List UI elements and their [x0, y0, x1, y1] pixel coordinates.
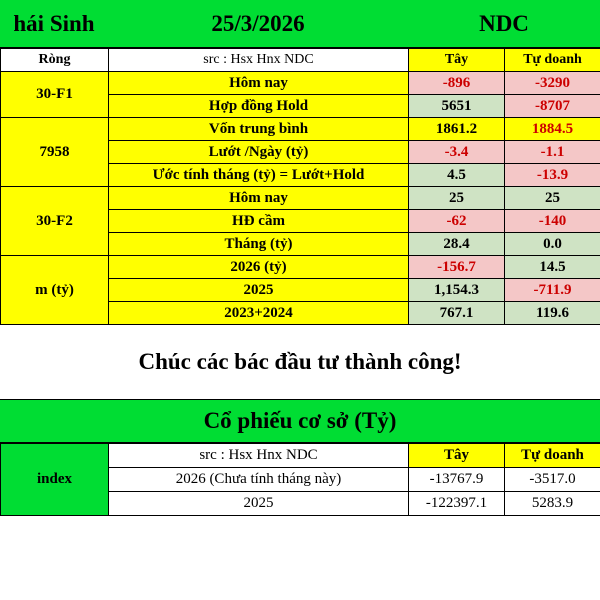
header-col-tudoanh: Tự doanh — [505, 49, 600, 72]
row-value-tay: -156.7 — [409, 256, 505, 279]
row-value-tay: 28.4 — [409, 233, 505, 256]
row-name: Hợp đồng Hold — [109, 95, 409, 118]
table-row — [1, 256, 600, 279]
bottom-header-tudoanh: Tự doanh — [505, 444, 600, 468]
row-value-tay: 4.5 — [409, 164, 505, 187]
row-name: Tháng (tỷ) — [109, 233, 409, 256]
row-name: 2025 — [109, 279, 409, 302]
row-value-tay: 5651 — [409, 95, 505, 118]
table-row — [1, 118, 600, 141]
bottom-header-source: src : Hsx Hnx NDC — [109, 444, 409, 468]
group-label-f2: 30-F2 — [1, 187, 109, 256]
table-row — [1, 187, 600, 210]
row-value-tudoanh: -13.9 — [505, 164, 600, 187]
row-value-tudoanh: -8707 — [505, 95, 600, 118]
row-value-tudoanh: 119.6 — [505, 302, 600, 325]
row-name: Vốn trung bình — [109, 118, 409, 141]
top-right-title: NDC — [479, 10, 529, 36]
underlying-stock-table — [0, 443, 600, 516]
table-row — [1, 72, 600, 95]
row-value-tudoanh: -140 — [505, 210, 600, 233]
row-name: 2023+2024 — [109, 302, 409, 325]
row-value-tudoanh: 5283.9 — [505, 492, 600, 516]
bottom-label-index: index — [1, 444, 109, 516]
row-value-tay: -13767.9 — [409, 468, 505, 492]
encouragement-message: Chúc các bác đầu tư thành công! — [0, 325, 600, 399]
row-value-tudoanh: 1884.5 — [505, 118, 600, 141]
row-value-tay: -62 — [409, 210, 505, 233]
group-label-sum: m (tỷ) — [1, 256, 109, 325]
row-name: Ước tính tháng (tỷ) = Lướt+Hold — [109, 164, 409, 187]
report-date: 25/3/2026 — [211, 10, 305, 36]
bottom-header-tay: Tây — [409, 444, 505, 468]
row-name: Lướt /Ngày (tỷ) — [109, 141, 409, 164]
row-value-tay: 25 — [409, 187, 505, 210]
row-value-tay: 767.1 — [409, 302, 505, 325]
top-header-band — [0, 0, 600, 48]
row-value-tudoanh: -3290 — [505, 72, 600, 95]
header-source: src : Hsx Hnx NDC — [109, 49, 409, 72]
group-label-f1: 30-F1 — [1, 72, 109, 118]
top-left-title: hái Sinh — [13, 10, 95, 36]
row-value-tay: 1,154.3 — [409, 279, 505, 302]
row-name: HĐ cầm — [109, 210, 409, 233]
row-value-tay: -3.4 — [409, 141, 505, 164]
row-value-tudoanh: 14.5 — [505, 256, 600, 279]
row-value-tudoanh: 25 — [505, 187, 600, 210]
derivatives-table — [0, 48, 600, 325]
row-name: Hôm nay — [109, 187, 409, 210]
header-col-tay: Tây — [409, 49, 505, 72]
lower-section-band — [0, 399, 600, 443]
row-name: 2026 (tỷ) — [109, 256, 409, 279]
row-value-tudoanh: -3517.0 — [505, 468, 600, 492]
group-label-7958: 7958 — [1, 118, 109, 187]
row-name: 2026 (Chưa tính tháng này) — [109, 468, 409, 492]
row-name: Hôm nay — [109, 72, 409, 95]
lower-section-title: Cổ phiếu cơ sở (Tỷ) — [203, 408, 397, 433]
row-name: 2025 — [109, 492, 409, 516]
header-col-a: Ròng — [1, 49, 109, 72]
row-value-tudoanh: -711.9 — [505, 279, 600, 302]
row-value-tudoanh: 0.0 — [505, 233, 600, 256]
row-value-tudoanh: -1.1 — [505, 141, 600, 164]
row-value-tay: 1861.2 — [409, 118, 505, 141]
bottom-header-row — [1, 444, 600, 468]
table-header-row — [1, 49, 600, 72]
row-value-tay: -896 — [409, 72, 505, 95]
row-value-tay: -122397.1 — [409, 492, 505, 516]
